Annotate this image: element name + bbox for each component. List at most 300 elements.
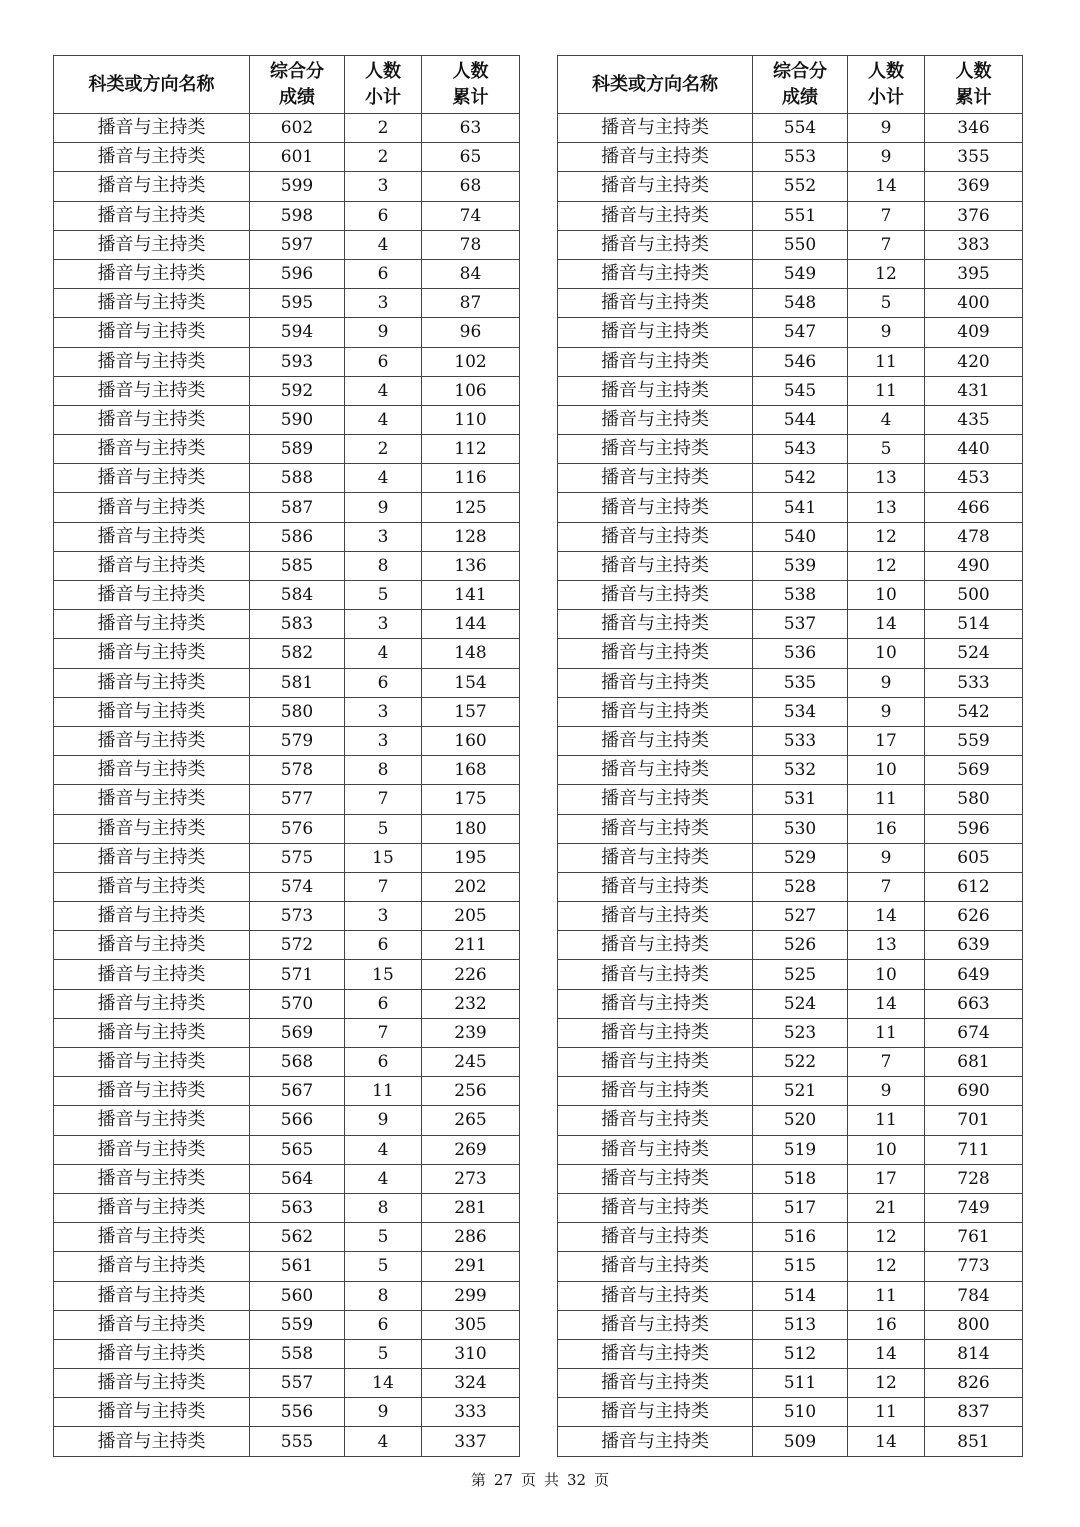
score-cell: 538 (753, 581, 848, 610)
score-cell: 572 (250, 931, 345, 960)
count-cell: 3 (345, 610, 422, 639)
count-cell: 9 (345, 493, 422, 522)
score-cell: 530 (753, 814, 848, 843)
cumulative-cell: 160 (422, 726, 520, 755)
category-cell: 播音与主持类 (54, 201, 250, 230)
table-row (54, 1193, 520, 1222)
count-cell: 5 (345, 1252, 422, 1281)
score-cell: 522 (753, 1048, 848, 1077)
cumulative-cell: 596 (925, 814, 1023, 843)
count-cell: 14 (848, 1427, 925, 1456)
category-cell: 播音与主持类 (558, 843, 753, 872)
count-cell: 9 (345, 1398, 422, 1427)
score-cell: 569 (250, 1018, 345, 1047)
category-cell: 播音与主持类 (54, 435, 250, 464)
table-row (54, 756, 520, 785)
table-header-row (558, 56, 1023, 114)
cumulative-cell: 500 (925, 581, 1023, 610)
category-cell: 播音与主持类 (54, 581, 250, 610)
count-cell: 4 (345, 639, 422, 668)
cumulative-cell: 324 (422, 1369, 520, 1398)
score-cell: 563 (250, 1193, 345, 1222)
score-cell: 535 (753, 668, 848, 697)
count-cell: 10 (848, 1135, 925, 1164)
cumulative-cell: 851 (925, 1427, 1023, 1456)
category-cell: 播音与主持类 (54, 1135, 250, 1164)
category-cell: 播音与主持类 (54, 172, 250, 201)
count-cell: 9 (848, 843, 925, 872)
header-cumulative: 人数 累计 (925, 56, 1023, 114)
table-row (558, 697, 1023, 726)
table-row (558, 756, 1023, 785)
score-cell: 589 (250, 435, 345, 464)
cumulative-cell: 761 (925, 1223, 1023, 1252)
category-cell: 播音与主持类 (558, 1310, 753, 1339)
score-cell: 565 (250, 1135, 345, 1164)
category-cell: 播音与主持类 (558, 493, 753, 522)
cumulative-cell: 333 (422, 1398, 520, 1427)
score-cell: 570 (250, 989, 345, 1018)
score-cell: 583 (250, 610, 345, 639)
count-cell: 11 (345, 1077, 422, 1106)
score-cell: 568 (250, 1048, 345, 1077)
score-cell: 540 (753, 522, 848, 551)
header-category: 科类或方向名称 (54, 56, 250, 114)
category-cell: 播音与主持类 (558, 1018, 753, 1047)
count-cell: 11 (848, 1281, 925, 1310)
count-cell: 11 (848, 376, 925, 405)
table-row (558, 960, 1023, 989)
cumulative-cell: 514 (925, 610, 1023, 639)
category-cell: 播音与主持类 (54, 493, 250, 522)
count-cell: 14 (848, 172, 925, 201)
category-cell: 播音与主持类 (558, 989, 753, 1018)
score-cell: 536 (753, 639, 848, 668)
score-cell: 521 (753, 1077, 848, 1106)
score-cell: 532 (753, 756, 848, 785)
score-cell: 512 (753, 1339, 848, 1368)
table-row (558, 1106, 1023, 1135)
cumulative-cell: 195 (422, 843, 520, 872)
category-cell: 播音与主持类 (54, 668, 250, 697)
table-row (54, 289, 520, 318)
cumulative-cell: 453 (925, 464, 1023, 493)
cumulative-cell: 84 (422, 259, 520, 288)
cumulative-cell: 466 (925, 493, 1023, 522)
score-cell: 579 (250, 726, 345, 755)
count-cell: 5 (345, 1339, 422, 1368)
count-cell: 12 (848, 551, 925, 580)
count-cell: 16 (848, 1310, 925, 1339)
cumulative-cell: 226 (422, 960, 520, 989)
category-cell: 播音与主持类 (558, 1281, 753, 1310)
count-cell: 4 (345, 1427, 422, 1456)
table-row (54, 1048, 520, 1077)
cumulative-cell: 239 (422, 1018, 520, 1047)
score-cell: 577 (250, 785, 345, 814)
cumulative-cell: 128 (422, 522, 520, 551)
count-cell: 14 (848, 989, 925, 1018)
cumulative-cell: 431 (925, 376, 1023, 405)
cumulative-cell: 154 (422, 668, 520, 697)
category-cell: 播音与主持类 (54, 1048, 250, 1077)
count-cell: 2 (345, 114, 422, 143)
count-cell: 6 (345, 1310, 422, 1339)
score-cell: 511 (753, 1369, 848, 1398)
category-cell: 播音与主持类 (54, 1223, 250, 1252)
category-cell: 播音与主持类 (54, 114, 250, 143)
count-cell: 8 (345, 1281, 422, 1310)
count-cell: 11 (848, 347, 925, 376)
score-cell: 576 (250, 814, 345, 843)
page-footer (0, 1469, 1080, 1490)
category-cell: 播音与主持类 (54, 1193, 250, 1222)
cumulative-cell: 256 (422, 1077, 520, 1106)
count-cell: 2 (345, 435, 422, 464)
table-row (54, 581, 520, 610)
score-cell: 526 (753, 931, 848, 960)
footer-mid2: 共 (544, 1471, 560, 1489)
table-row (558, 610, 1023, 639)
table-row (54, 989, 520, 1018)
score-cell: 518 (753, 1164, 848, 1193)
table-row (54, 960, 520, 989)
count-cell: 13 (848, 464, 925, 493)
count-cell: 7 (345, 872, 422, 901)
score-cell: 567 (250, 1077, 345, 1106)
score-cell: 528 (753, 872, 848, 901)
cumulative-cell: 310 (422, 1339, 520, 1368)
cumulative-cell: 265 (422, 1106, 520, 1135)
count-cell: 6 (345, 259, 422, 288)
cumulative-cell: 175 (422, 785, 520, 814)
count-cell: 9 (848, 318, 925, 347)
score-cell: 587 (250, 493, 345, 522)
category-cell: 播音与主持类 (54, 1398, 250, 1427)
cumulative-cell: 814 (925, 1339, 1023, 1368)
category-cell: 播音与主持类 (558, 1106, 753, 1135)
score-cell: 552 (753, 172, 848, 201)
table-row (54, 843, 520, 872)
count-cell: 4 (345, 464, 422, 493)
count-cell: 7 (345, 1018, 422, 1047)
table-row (558, 435, 1023, 464)
score-cell: 542 (753, 464, 848, 493)
table-row (54, 201, 520, 230)
category-cell: 播音与主持类 (54, 726, 250, 755)
cumulative-cell: 291 (422, 1252, 520, 1281)
cumulative-cell: 728 (925, 1164, 1023, 1193)
category-cell: 播音与主持类 (558, 756, 753, 785)
score-cell: 537 (753, 610, 848, 639)
cumulative-cell: 125 (422, 493, 520, 522)
header-count: 人数 小计 (345, 56, 422, 114)
score-cell: 562 (250, 1223, 345, 1252)
category-cell: 播音与主持类 (558, 1252, 753, 1281)
footer-suffix: 页 (594, 1471, 610, 1489)
count-cell: 16 (848, 814, 925, 843)
count-cell: 14 (848, 1339, 925, 1368)
category-cell: 播音与主持类 (54, 1427, 250, 1456)
cumulative-cell: 281 (422, 1193, 520, 1222)
score-cell: 581 (250, 668, 345, 697)
category-cell: 播音与主持类 (558, 668, 753, 697)
table-row (558, 376, 1023, 405)
table-row (54, 931, 520, 960)
table-row (54, 726, 520, 755)
category-cell: 播音与主持类 (558, 172, 753, 201)
header-score: 综合分 成绩 (753, 56, 848, 114)
count-cell: 17 (848, 1164, 925, 1193)
table-row (54, 1252, 520, 1281)
count-cell: 9 (345, 318, 422, 347)
table-row (558, 639, 1023, 668)
count-cell: 11 (848, 1018, 925, 1047)
cumulative-cell: 110 (422, 405, 520, 434)
cumulative-cell: 612 (925, 872, 1023, 901)
cumulative-cell: 639 (925, 931, 1023, 960)
score-cell: 574 (250, 872, 345, 901)
cumulative-cell: 626 (925, 902, 1023, 931)
table-row (558, 902, 1023, 931)
cumulative-cell: 784 (925, 1281, 1023, 1310)
score-cell: 595 (250, 289, 345, 318)
category-cell: 播音与主持类 (54, 1077, 250, 1106)
score-cell: 543 (753, 435, 848, 464)
count-cell: 9 (848, 114, 925, 143)
count-cell: 11 (848, 1398, 925, 1427)
score-cell: 539 (753, 551, 848, 580)
table-row (558, 172, 1023, 201)
table-row (558, 1164, 1023, 1193)
category-cell: 播音与主持类 (558, 405, 753, 434)
cumulative-cell: 674 (925, 1018, 1023, 1047)
cumulative-cell: 136 (422, 551, 520, 580)
score-cell: 510 (753, 1398, 848, 1427)
score-cell: 602 (250, 114, 345, 143)
cumulative-cell: 400 (925, 289, 1023, 318)
count-cell: 13 (848, 931, 925, 960)
cumulative-cell: 245 (422, 1048, 520, 1077)
cumulative-cell: 383 (925, 230, 1023, 259)
category-cell: 播音与主持类 (558, 1193, 753, 1222)
category-cell: 播音与主持类 (558, 960, 753, 989)
score-cell: 551 (753, 201, 848, 230)
score-cell: 559 (250, 1310, 345, 1339)
table-row (558, 1223, 1023, 1252)
score-cell: 566 (250, 1106, 345, 1135)
table-row (558, 989, 1023, 1018)
category-cell: 播音与主持类 (54, 1281, 250, 1310)
table-row (558, 143, 1023, 172)
category-cell: 播音与主持类 (54, 931, 250, 960)
score-cell: 598 (250, 201, 345, 230)
score-cell: 556 (250, 1398, 345, 1427)
cumulative-cell: 168 (422, 756, 520, 785)
cumulative-cell: 542 (925, 697, 1023, 726)
score-cell: 513 (753, 1310, 848, 1339)
table-row (558, 581, 1023, 610)
cumulative-cell: 690 (925, 1077, 1023, 1106)
cumulative-cell: 490 (925, 551, 1023, 580)
score-cell: 575 (250, 843, 345, 872)
category-cell: 播音与主持类 (558, 347, 753, 376)
score-cell: 582 (250, 639, 345, 668)
count-cell: 6 (345, 201, 422, 230)
count-cell: 6 (345, 347, 422, 376)
count-cell: 6 (345, 1048, 422, 1077)
table-row (558, 814, 1023, 843)
count-cell: 5 (345, 1223, 422, 1252)
score-cell: 564 (250, 1164, 345, 1193)
count-cell: 3 (345, 522, 422, 551)
table-row (558, 1398, 1023, 1427)
category-cell: 播音与主持类 (54, 405, 250, 434)
table-row (54, 1106, 520, 1135)
footer-prefix: 第 (470, 1471, 486, 1489)
category-cell: 播音与主持类 (54, 1339, 250, 1368)
category-cell: 播音与主持类 (558, 1135, 753, 1164)
cumulative-cell: 681 (925, 1048, 1023, 1077)
cumulative-cell: 299 (422, 1281, 520, 1310)
count-cell: 9 (848, 668, 925, 697)
score-cell: 534 (753, 697, 848, 726)
count-cell: 4 (345, 376, 422, 405)
score-table-left (53, 55, 520, 1457)
cumulative-cell: 605 (925, 843, 1023, 872)
category-cell: 播音与主持类 (558, 1048, 753, 1077)
count-cell: 12 (848, 1252, 925, 1281)
table-row (54, 1339, 520, 1368)
table-row (54, 347, 520, 376)
cumulative-cell: 286 (422, 1223, 520, 1252)
footer-mid1: 页 (520, 1471, 536, 1489)
cumulative-cell: 649 (925, 960, 1023, 989)
score-cell: 596 (250, 259, 345, 288)
header-cumulative: 人数 累计 (422, 56, 520, 114)
cumulative-cell: 346 (925, 114, 1023, 143)
cumulative-cell: 663 (925, 989, 1023, 1018)
table-row (54, 1077, 520, 1106)
category-cell: 播音与主持类 (54, 259, 250, 288)
score-cell: 554 (753, 114, 848, 143)
count-cell: 13 (848, 493, 925, 522)
table-row (558, 931, 1023, 960)
count-cell: 3 (345, 289, 422, 318)
score-cell: 597 (250, 230, 345, 259)
table-row (54, 172, 520, 201)
count-cell: 12 (848, 259, 925, 288)
score-cell: 584 (250, 581, 345, 610)
cumulative-cell: 211 (422, 931, 520, 960)
category-cell: 播音与主持类 (54, 464, 250, 493)
category-cell: 播音与主持类 (54, 1369, 250, 1398)
category-cell: 播音与主持类 (54, 697, 250, 726)
footer-page-total: 32 (567, 1471, 587, 1489)
score-cell: 549 (753, 259, 848, 288)
count-cell: 8 (345, 551, 422, 580)
score-cell: 527 (753, 902, 848, 931)
table-row (54, 405, 520, 434)
table-row (558, 318, 1023, 347)
count-cell: 4 (345, 230, 422, 259)
cumulative-cell: 749 (925, 1193, 1023, 1222)
cumulative-cell: 701 (925, 1106, 1023, 1135)
cumulative-cell: 78 (422, 230, 520, 259)
score-cell: 529 (753, 843, 848, 872)
score-cell: 558 (250, 1339, 345, 1368)
score-cell: 524 (753, 989, 848, 1018)
cumulative-cell: 232 (422, 989, 520, 1018)
category-cell: 播音与主持类 (558, 726, 753, 755)
count-cell: 2 (345, 143, 422, 172)
score-table-right (557, 55, 1023, 1457)
count-cell: 9 (848, 143, 925, 172)
table-row (558, 1310, 1023, 1339)
count-cell: 3 (345, 697, 422, 726)
count-cell: 14 (345, 1369, 422, 1398)
table-row (54, 1164, 520, 1193)
cumulative-cell: 524 (925, 639, 1023, 668)
table-row (558, 1135, 1023, 1164)
cumulative-cell: 337 (422, 1427, 520, 1456)
score-cell: 585 (250, 551, 345, 580)
category-cell: 播音与主持类 (558, 1369, 753, 1398)
table-row (54, 259, 520, 288)
table-row (558, 259, 1023, 288)
table-row (54, 1310, 520, 1339)
table-row (54, 872, 520, 901)
count-cell: 7 (345, 785, 422, 814)
category-cell: 播音与主持类 (54, 639, 250, 668)
cumulative-cell: 569 (925, 756, 1023, 785)
table-row (54, 493, 520, 522)
count-cell: 7 (848, 201, 925, 230)
score-cell: 588 (250, 464, 345, 493)
score-cell: 514 (753, 1281, 848, 1310)
category-cell: 播音与主持类 (558, 697, 753, 726)
score-cell: 594 (250, 318, 345, 347)
table-row (558, 843, 1023, 872)
count-cell: 10 (848, 581, 925, 610)
table-row (558, 522, 1023, 551)
count-cell: 6 (345, 931, 422, 960)
score-cell: 546 (753, 347, 848, 376)
table-row (558, 1018, 1023, 1047)
category-cell: 播音与主持类 (54, 610, 250, 639)
table-row (54, 376, 520, 405)
cumulative-cell: 144 (422, 610, 520, 639)
count-cell: 3 (345, 172, 422, 201)
count-cell: 5 (345, 581, 422, 610)
cumulative-cell: 148 (422, 639, 520, 668)
header-count: 人数 小计 (848, 56, 925, 114)
category-cell: 播音与主持类 (558, 1077, 753, 1106)
cumulative-cell: 68 (422, 172, 520, 201)
category-cell: 播音与主持类 (558, 551, 753, 580)
category-cell: 播音与主持类 (558, 114, 753, 143)
score-cell: 523 (753, 1018, 848, 1047)
score-cell: 550 (753, 230, 848, 259)
table-row (54, 435, 520, 464)
category-cell: 播音与主持类 (558, 1223, 753, 1252)
category-cell: 播音与主持类 (558, 639, 753, 668)
cumulative-cell: 273 (422, 1164, 520, 1193)
category-cell: 播音与主持类 (558, 902, 753, 931)
score-cell: 586 (250, 522, 345, 551)
count-cell: 12 (848, 1223, 925, 1252)
category-cell: 播音与主持类 (54, 989, 250, 1018)
